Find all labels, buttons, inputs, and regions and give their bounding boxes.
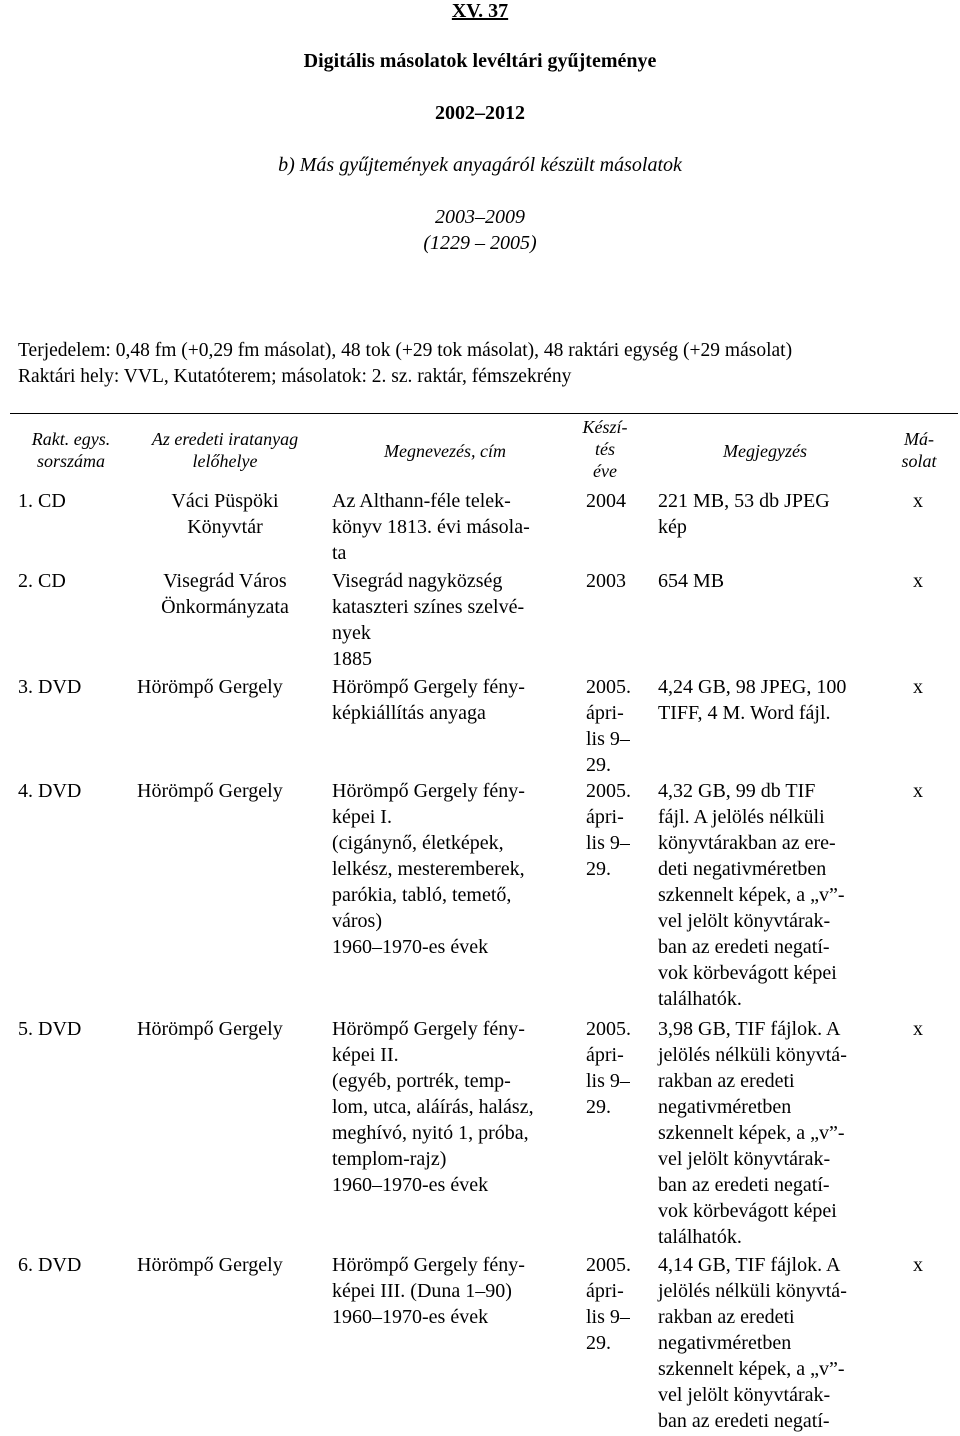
date-range: 2003–2009: [435, 206, 525, 228]
extent-text: Terjedelem: 0,48 fm (+0,29 fm másolat), 48 tok (+29 tok másolat), 48 raktári egység (+29 másolat): [18, 340, 793, 361]
row6-name: Hörömpő Gergely fény- képei III. (Duna 1–90) 1960–1970-es évek: [332, 1254, 525, 1328]
row6-num: 6. DVD: [18, 1254, 82, 1276]
row4-name: Hörömpő Gergely fény- képei I. (cigánynő, életképek, lelkész, mesteremberek, parókia, tabló, temető, város) 1960–1970-es évek: [332, 780, 525, 958]
page-ref: XV. 37: [451, 0, 509, 22]
row1-num: 1. CD: [18, 490, 66, 512]
date-range-original: (1229 – 2005): [423, 232, 537, 254]
row2-orig: Visegrád Város Önkormányzata: [161, 570, 289, 618]
row4-year: 2005. ápri- lis 9– 29.: [586, 780, 631, 880]
row4-copy: x: [913, 780, 923, 802]
row5-copy: x: [913, 1018, 923, 1040]
row3-note: 4,24 GB, 98 JPEG, 100 TIFF, 4 M. Word fájl.: [658, 676, 847, 724]
header-name: Megnevezés, cím: [384, 441, 506, 461]
location-text: Raktári hely: VVL, Kutatóterem; másolatok: 2. sz. raktár, fémszekrény: [18, 366, 572, 387]
row5-note: 3,98 GB, TIF fájlok. A jelölés nélküli könyvtá- rakban az eredeti negativméretben szkennelt képek, a „v”- vel jelölt könyvtárak- ban az eredeti negatí- vok körbevágott képei találhatók.: [658, 1018, 847, 1248]
header-note: Megjegyzés: [723, 441, 807, 461]
row6-orig: Hörömpő Gergely: [137, 1254, 283, 1276]
row2-name: Visegrád nagyközség kataszteri színes szelvé- nyek 1885: [332, 570, 525, 670]
row5-year: 2005. ápri- lis 9– 29.: [586, 1018, 631, 1118]
row4-num: 4. DVD: [18, 780, 82, 802]
years: 2002–2012: [435, 102, 525, 124]
row1-year: 2004: [586, 490, 626, 512]
row2-note: 654 MB: [658, 570, 725, 592]
header-year: Készí- tés éve: [582, 417, 628, 481]
row5-num: 5. DVD: [18, 1018, 82, 1040]
row1-name: Az Althann-féle telek- könyv 1813. évi másola- ta: [332, 490, 530, 564]
row2-copy: x: [913, 570, 923, 592]
row3-copy: x: [913, 676, 923, 698]
row6-copy: x: [913, 1254, 923, 1276]
row3-year: 2005. ápri- lis 9– 29.: [586, 676, 631, 776]
row6-year: 2005. ápri- lis 9– 29.: [586, 1254, 631, 1354]
header-orig: Az eredeti iratanyag lelőhelye: [151, 429, 299, 471]
row2-num: 2. CD: [18, 570, 66, 592]
header-copy: Má- solat: [901, 429, 937, 471]
row1-note: 221 MB, 53 db JPEG kép: [658, 490, 830, 538]
row3-num: 3. DVD: [18, 676, 82, 698]
row4-note: 4,32 GB, 99 db TIF fájl. A jelölés nélküli könyvtárakban az ere- deti negativméretben szkennelt képek, a „v”- vel jelölt könyvtárak- ban az eredeti negatí- vok körbevágott képei találhatók.: [658, 780, 845, 1010]
header-num: Rakt. egys. sorszáma: [31, 429, 111, 471]
row4-orig: Hörömpő Gergely: [137, 780, 283, 802]
row5-name: Hörömpő Gergely fény- képei II. (egyéb, portrék, temp- lom, utca, aláírás, halász, meghívó, nyitó 1, próba, templom-rajz) 1960–1970-es évek: [332, 1018, 534, 1196]
table-top-rule: [10, 413, 958, 414]
row5-orig: Hörömpő Gergely: [137, 1018, 283, 1040]
row3-orig: Hörömpő Gergely: [137, 676, 283, 698]
subtitle: b) Más gyűjtemények anyagáról készült másolatok: [278, 154, 682, 176]
row1-copy: x: [913, 490, 923, 512]
page-title: Digitális másolatok levéltári gyűjteménye: [303, 50, 657, 72]
row1-orig: Váci Püspöki Könyvtár: [171, 490, 279, 538]
row2-year: 2003: [586, 570, 626, 592]
row3-name: Hörömpő Gergely fény- képkiállítás anyaga: [332, 676, 525, 724]
row6-note: 4,14 GB, TIF fájlok. A jelölés nélküli könyvtá- rakban az eredeti negativméretben szkennelt képek, a „v”- vel jelölt könyvtárak- ban az eredeti negatí-: [658, 1254, 847, 1432]
